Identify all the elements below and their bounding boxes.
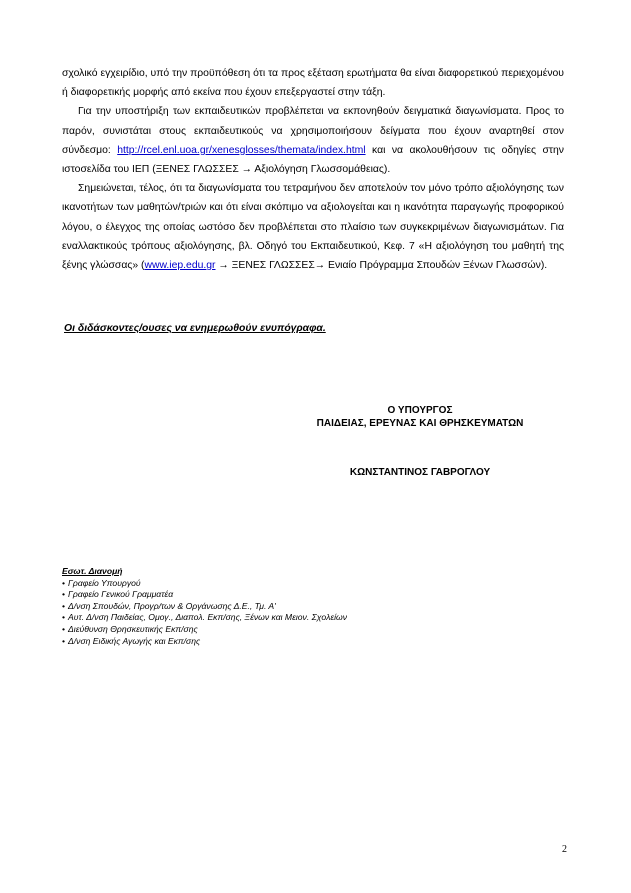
paragraph-2-text-start: Για την υποστήριξη των εκπαιδευτικών προβλέπεται να εκπονηθούν δειγματικά διαγωνίσματα. Προς το παρόν, συνιστάται στους εκπαιδευτικούς να χρησιμοποιήσουν δείγματα που έχουν αναρτηθεί στον σύνδεσμο: <box>62 106 564 156</box>
paragraph-3-text-end: → ΞΕΝΕΣ ΓΛΩΣΣΕΣ→ Ενιαίο Πρόγραμμα Σπουδών Ξένων Γλωσσών). <box>215 260 548 272</box>
distribution-item: • Αυτ. Δ/νση Παιδείας, Ομογ., Διαπολ. Εκπ/σης, Ξένων και Μειον. Σχολείων <box>62 612 347 624</box>
paragraph-1: σχολικό εγχειρίδιο, υπό την προϋπόθεση ότι τα προς εξέταση ερωτήματα θα είναι διαφορετικού περιεχομένου ή διαφορετικής μορφής από εκείνα που έχουν επεξεργαστεί στην τάξη. <box>62 68 564 99</box>
rcel-link[interactable]: http://rcel.enl.uoa.gr/xenesglosses/themata/index.html <box>117 144 366 156</box>
distribution-title: Εσωτ. Διανομή <box>62 566 123 576</box>
signature-name: ΚΩΝΣΤΑΝΤΙΝΟΣ ΓΑΒΡΟΓΛΟΥ <box>349 467 491 478</box>
distribution-item: • Γραφείο Γενικού Γραμματέα <box>62 589 347 601</box>
distribution-item: • Διεύθυνση Θρησκευτικής Εκπ/σης <box>62 624 347 636</box>
signature-title-line-2: ΠΑΙΔΕΙΑΣ, ΕΡΕΥΝΑΣ ΚΑΙ ΘΡΗΣΚΕΥΜΑΤΩΝ <box>316 418 524 429</box>
paragraph-3 <box>62 179 564 275</box>
distribution-item: • Δ/νση Σπουδών, Προγρ/των & Οργάνωσης Δ.Ε., Τμ. Α' <box>62 601 347 613</box>
paragraph-2 <box>62 102 564 179</box>
distribution-block <box>62 566 347 647</box>
distribution-item: • Δ/νση Ειδικής Αγωγής και Εκπ/σης <box>62 636 347 648</box>
notice-text: Οι διδάσκοντες/ουσες να ενημερωθούν ενυπόγραφα. <box>64 323 326 334</box>
signature-title-line-1: Ο ΥΠΟΥΡΓΟΣ <box>387 405 453 416</box>
iep-link[interactable]: www.iep.edu.gr <box>144 260 216 272</box>
signature-title <box>300 404 540 430</box>
paragraph-3-text-start: Σημειώνεται, τέλος, ότι τα διαγωνίσματα του τετραμήνου δεν αποτελούν τον μόνο τρόπο αξιολόγησης των ικανοτήτων των μαθητών/τριών και ότι είναι σκόπιμο να αξιολογείται και η ικανότητα παραγωγής προφορικού λόγου, ο έλεγχος της οποίας ωστόσο δεν προβλέπεται στο πλαίσιο των συγκεκριμένων διαγωνισμάτων. Για εναλλακτικούς τρόπους αξιολόγησης, βλ. Οδηγό του Εκπαιδευτικού, Κεφ. 7 «Η αξιολόγηση του μαθητή της ξένης γλώσσας» ( <box>62 183 564 272</box>
distribution-item: • Γραφείο Υπουργού <box>62 578 347 590</box>
distribution-list <box>62 578 347 648</box>
paragraph-2-text-end: και να ακολουθήσουν τις οδηγίες στην ιστοσελίδα του ΙΕΠ (ΞΕΝΕΣ ΓΛΩΣΣΕΣ → Αξιολόγηση Γλωσσομάθειας). <box>62 144 564 176</box>
page-number: 2 <box>562 844 567 855</box>
body-text <box>62 64 564 275</box>
